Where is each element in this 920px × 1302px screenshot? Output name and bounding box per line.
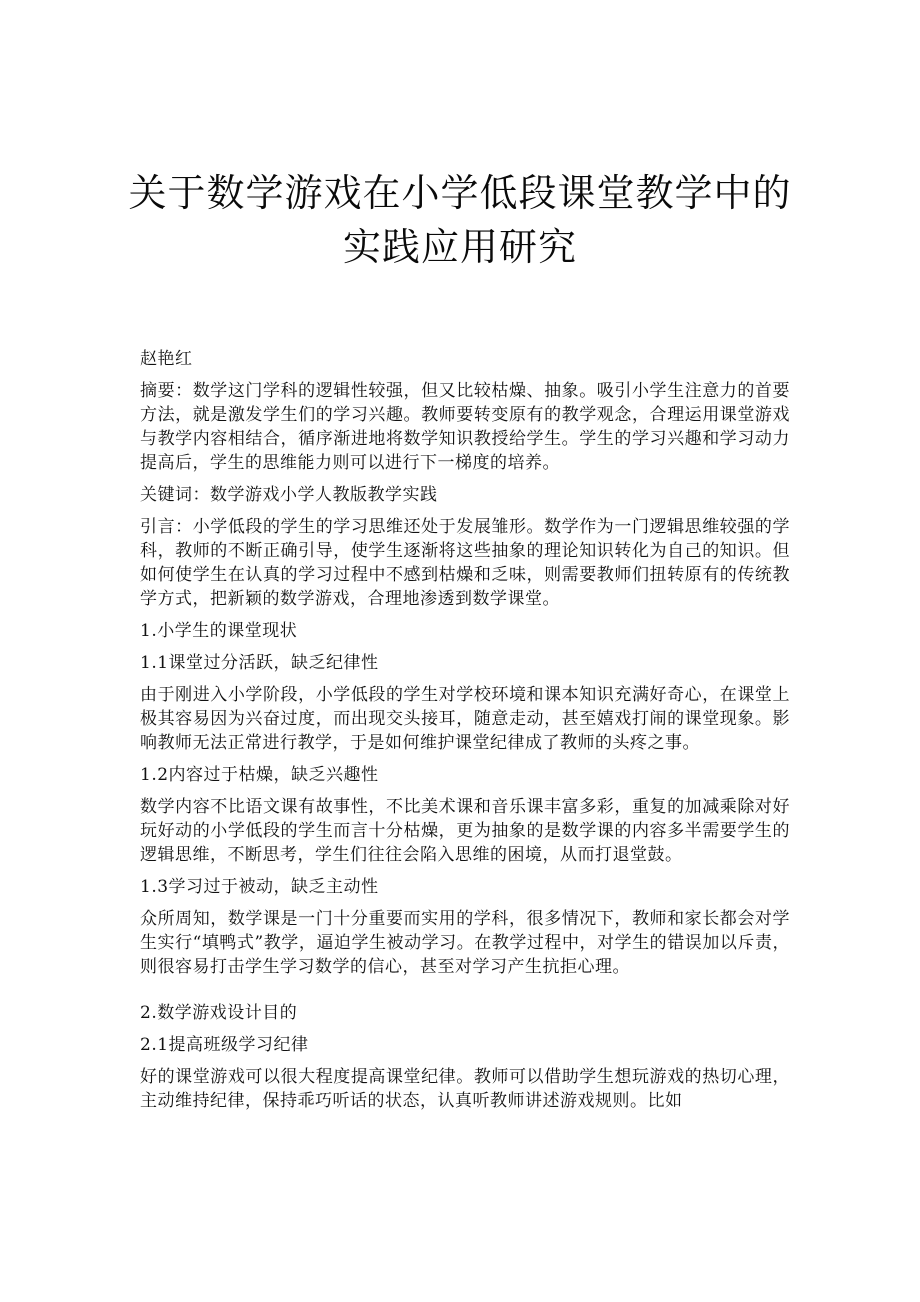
intro-paragraph: 引言：小学低段的学生的学习思维还处于发展雏形。数学作为一门逻辑思维较强的学科，教师的不断正确引导，使学生逐渐将这些抽象的理论知识转化为自己的知识。但如何使学生在认真的学习过程中不感到枯燥和乏味，则需要教师们扭转原有的传统教学方式，把新颖的数学游戏，合理地渗透到数学课堂。 xyxy=(140,517,790,609)
section-2-1-paragraph: 好的课堂游戏可以很大程度提高课堂纪律。教师可以借助学生想玩游戏的热切心理，主动维持纪律，保持乖巧听话的状态，认真听教师讲述游戏规则。比如 xyxy=(140,1067,790,1111)
section-1-1-heading: 1.1课堂过分活跃，缺乏纪律性 xyxy=(140,653,379,673)
section-1-3-heading: 1.3学习过于被动，缺乏主动性 xyxy=(140,877,379,897)
section-1-2-heading: 1.2内容过于枯燥，缺乏兴趣性 xyxy=(140,765,379,785)
section-1-heading: 1.小学生的课堂现状 xyxy=(140,621,298,641)
document-title xyxy=(100,166,820,274)
section-1-3-paragraph: 众所周知，数学课是一门十分重要而实用的学科，很多情况下，教师和家长都会对学生实行“填鸭式”教学，逼迫学生被动学习。在教学过程中，对学生的错误加以斥责，则很容易打击学生学习数学的信心，甚至对学习产生抗拒心理。 xyxy=(140,909,790,977)
author: 赵艳红 xyxy=(140,349,193,369)
document-body xyxy=(140,347,790,1121)
abstract-paragraph: 摘要：数学这门学科的逻辑性较强，但又比较枯燥、抽象。吸引小学生注意力的首要方法，就是激发学生们的学习兴趣。教师要转变原有的教学观念，合理运用课堂游戏与教学内容相结合，循序渐进地将数学知识教授给学生。学生的学习兴趣和学习动力提高后，学生的思维能力则可以进行下一梯度的培养。 xyxy=(140,381,790,473)
keywords-line: 关键词：数学游戏小学人教版教学实践 xyxy=(140,485,438,505)
section-2-1-heading: 2.1提高班级学习纪律 xyxy=(140,1035,309,1055)
title-line-2: 实践应用研究 xyxy=(342,225,577,269)
section-1-2-paragraph: 数学内容不比语文课有故事性，不比美术课和音乐课丰富多彩，重复的加减乘除对好玩好动的小学低段的学生而言十分枯燥，更为抽象的是数学课的内容多半需要学生的逻辑思维，不断思考，学生们往往会陷入思维的困境，从而打退堂鼓。 xyxy=(140,797,790,865)
title-line-1: 关于数学游戏在小学低段课堂教学中的 xyxy=(128,171,792,215)
section-2-heading: 2.数学游戏设计目的 xyxy=(140,1003,298,1023)
section-1-1-paragraph: 由于刚进入小学阶段，小学低段的学生对学校环境和课本知识充满好奇心，在课堂上极其容易因为兴奋过度，而出现交头接耳，随意走动，甚至嬉戏打闹的课堂现象。影响教师无法正常进行教学，于是如何维护课堂纪律成了教师的头疼之事。 xyxy=(140,685,790,753)
